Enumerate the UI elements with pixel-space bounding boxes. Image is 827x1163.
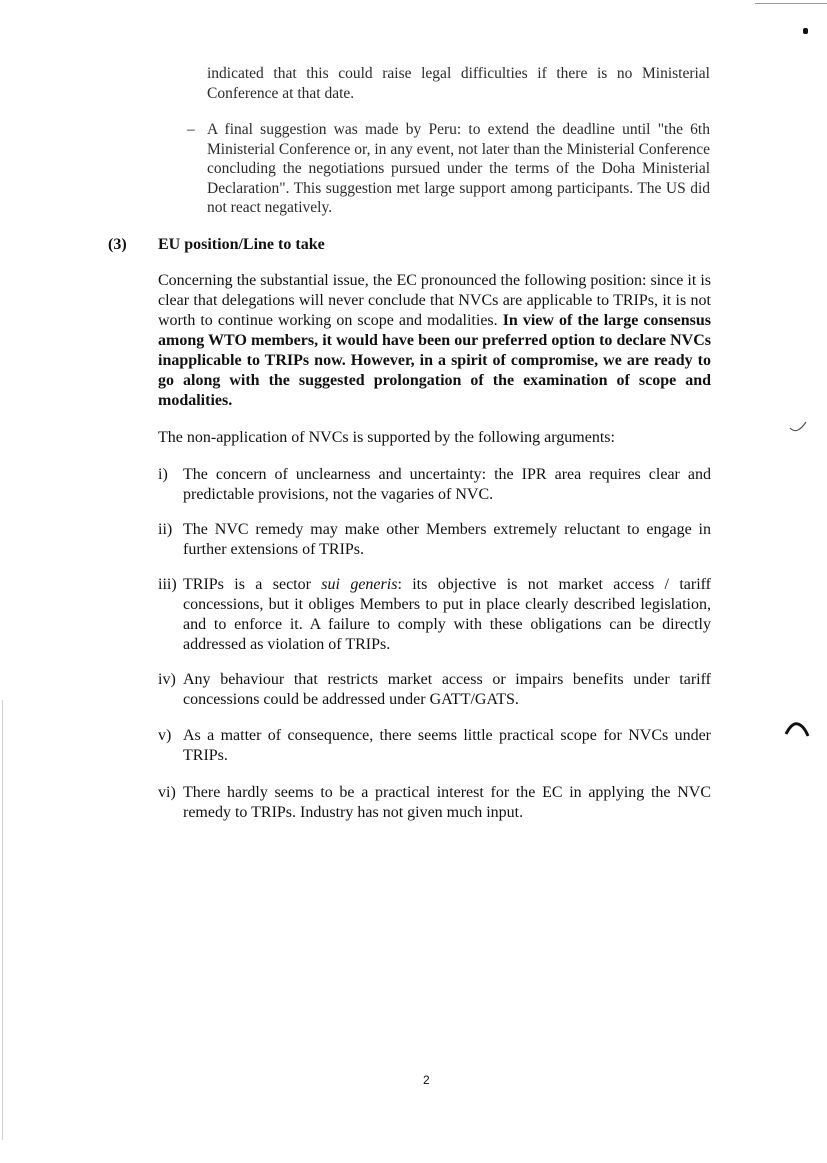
argument-text: [183, 575, 711, 655]
argument-text: Any behaviour that restricts market access or impairs benefits under tariff concessions could be addressed under GATT/GATS.: [183, 671, 711, 708]
argument-marker: iv): [158, 671, 176, 688]
argument-item: [158, 726, 711, 766]
top-rule: [755, 3, 827, 4]
argument-marker: vi): [158, 784, 176, 801]
scan-edge-line: [2, 700, 3, 1140]
argument-item: [158, 520, 711, 560]
argument-marker: iii): [158, 576, 177, 593]
argument-text: As a matter of consequence, there seems little practical scope for NVCs under TRIPs.: [183, 727, 711, 764]
argument-marker: v): [158, 727, 172, 744]
position-paragraph: [158, 271, 711, 411]
argument-item: [158, 783, 711, 823]
arguments-intro: The non-application of NVCs is supported by the following arguments:: [158, 429, 615, 446]
argument-item: [158, 575, 711, 655]
argument-marker: i): [158, 466, 168, 483]
continued-paragraph: indicated that this could raise legal difficulties if there is no Ministerial Conference at that date.: [207, 65, 710, 102]
section-number: (3): [108, 236, 127, 253]
argument-text: The NVC remedy may make other Members extremely reluctant to engage in further extensions of TRIPs.: [183, 521, 711, 558]
argument-text-part: : its objective is not market access / tariff concessions, but it obliges Members to put in place clearly described legislation, and to enforce it. A failure to comply with these obligations can be directly addressed as violation of TRIPs.: [183, 576, 712, 653]
argument-item: [158, 670, 711, 710]
dash-marker: –: [187, 121, 195, 138]
position-normal-text: Concerning the substantial issue, the EC pronounced the following position: since it is clear that delegations will never conclude that NVCs are applicable to TRIPs, it is not worth to continue working on scope and modalities.: [158, 272, 711, 329]
scan-dot-mark: [803, 28, 808, 34]
scan-squiggle-mark: [788, 420, 808, 434]
argument-text: There hardly seems to be a practical interest for the EC in applying the NVC remedy to TRIPs. Industry has not given much input.: [183, 784, 711, 821]
argument-marker: ii): [158, 521, 173, 538]
argument-text: The concern of unclearness and uncertainty: the IPR area requires clear and predictable provisions, not the vagaries of NVC.: [183, 466, 711, 503]
page-number: 2: [423, 1073, 430, 1087]
dash-list-item: [187, 120, 710, 218]
position-bold-text: In view of the large consensus among WTO members, it would have been our preferred option to declare NVCs inapplicable to TRIPs now. However, in a spirit of compromise, we are ready to go along with the suggested prolongation of the examination of scope and modalities.: [158, 312, 712, 409]
dash-item-text: A final suggestion was made by Peru: to extend the deadline until "the 6th Ministerial Conference or, in any event, not later than the Ministerial Conference concluding the negotiations pursued under the terms of the Doha Ministerial Declaration". This suggestion met large support among participants. The US did not react negatively.: [207, 121, 710, 217]
scan-hook-mark: [784, 720, 810, 740]
argument-text-part: TRIPs is a sector: [183, 576, 322, 593]
argument-item: [158, 465, 711, 505]
section-title: EU position/Line to take: [158, 236, 325, 253]
argument-text-italic: sui generis: [321, 576, 398, 593]
